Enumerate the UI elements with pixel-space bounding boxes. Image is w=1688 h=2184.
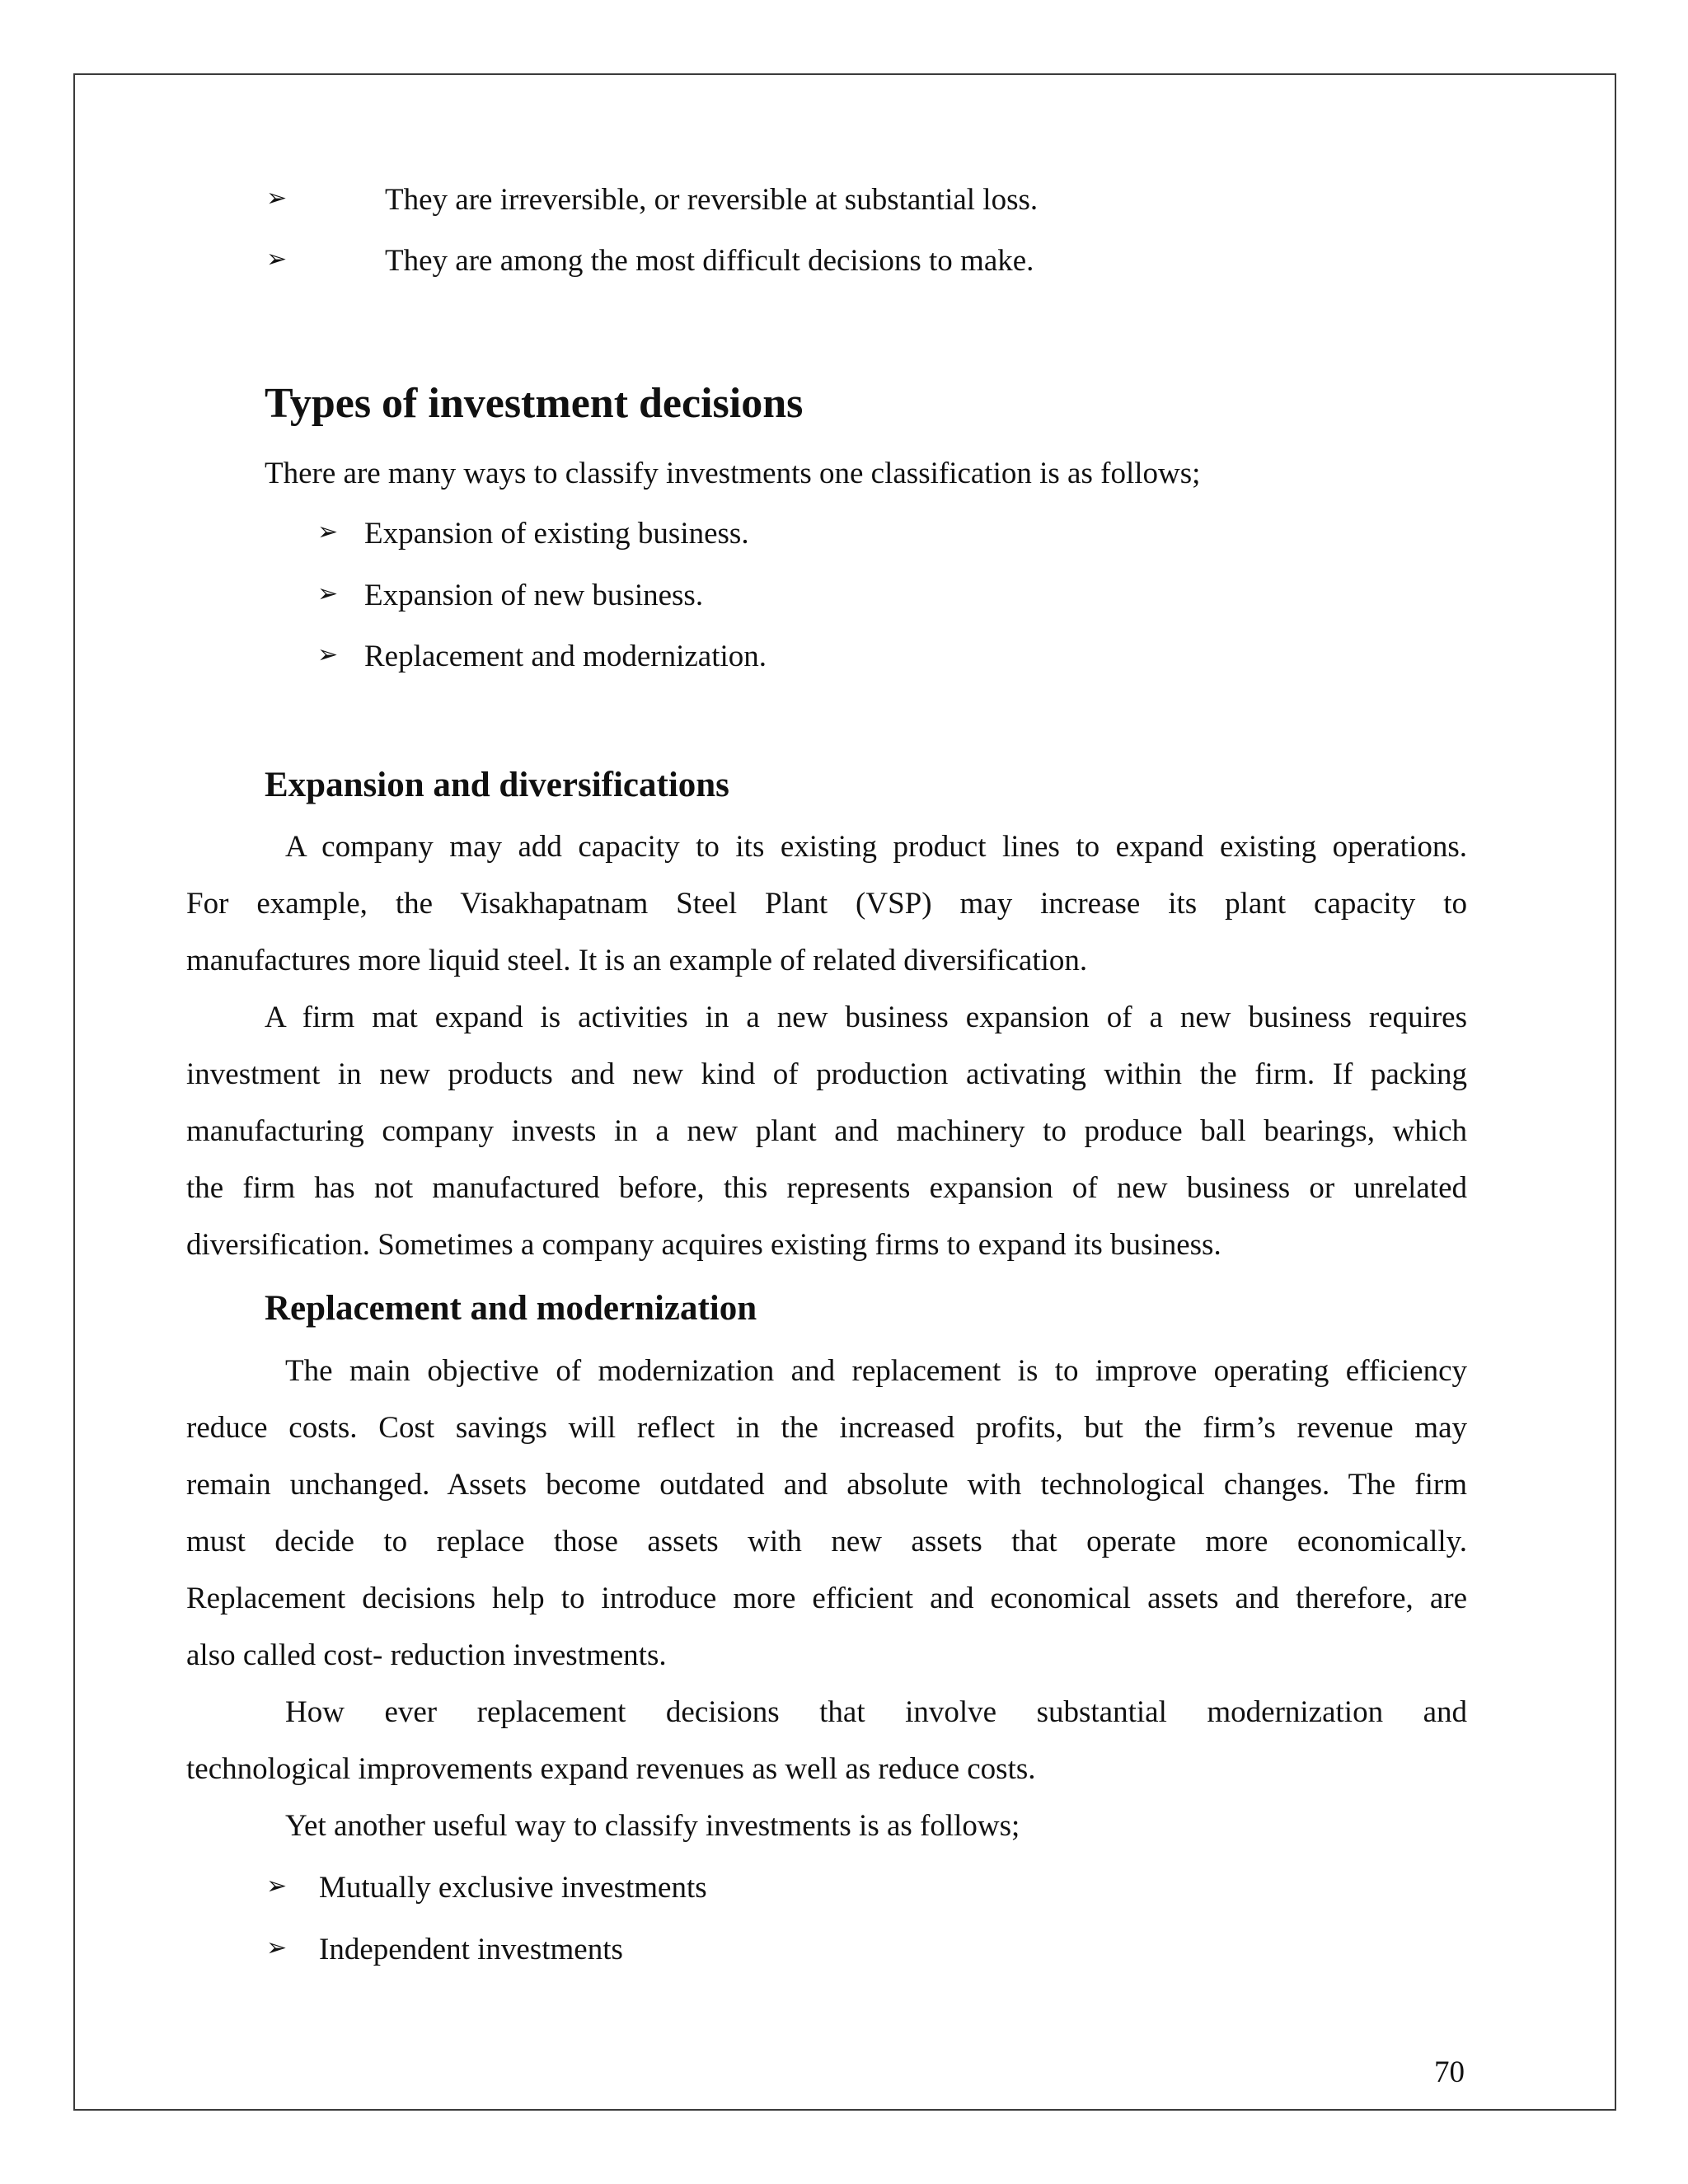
bullet-text: They are irreversible, or reversible at substantial loss. [385, 183, 1039, 217]
paragraph-line: also called cost- reduction investments. [186, 1638, 667, 1672]
paragraph-line: must decide to replace those assets with new assets that operate more economically. [186, 1525, 1467, 1558]
arrow-bullet-icon: ➢ [266, 184, 288, 213]
arrow-bullet-icon: ➢ [317, 640, 339, 669]
paragraph-line: remain unchanged. Assets become outdated and absolute with technological changes. The firm [186, 1468, 1467, 1502]
classify-bullet-text: Independent investments [319, 1933, 623, 1966]
section-heading-replacement: Replacement and modernization [265, 1289, 757, 1328]
paragraph-line: The main objective of modernization and replacement is to improve operating efficiency [285, 1354, 1467, 1388]
paragraph-line: technological improvements expand revenues as well as reduce costs. [186, 1752, 1036, 1786]
paragraph-line: How ever replacement decisions that involve substantial modernization and [285, 1695, 1467, 1729]
paragraph-line: manufacturing company invests in a new plant and machinery to produce ball bearings, which [186, 1114, 1467, 1148]
paragraph-line: Replacement decisions help to introduce more efficient and economical assets and therefore, are [186, 1582, 1467, 1615]
paragraph-line: diversification. Sometimes a company acquires existing firms to expand its business. [186, 1228, 1221, 1262]
types-intro: There are many ways to classify investments one classification is as follows; [265, 457, 1201, 490]
paragraph-line: investment in new products and new kind of production activating within the firm. If packing [186, 1057, 1467, 1091]
page-number: 70 [1434, 2055, 1465, 2089]
arrow-bullet-icon: ➢ [317, 579, 339, 608]
arrow-bullet-icon: ➢ [317, 518, 339, 546]
arrow-bullet-icon: ➢ [266, 245, 288, 274]
paragraph-line: manufactures more liquid steel. It is an example of related diversification. [186, 944, 1088, 977]
paragraph-line: the firm has not manufactured before, this represents expansion of new business or unrelated [186, 1171, 1467, 1205]
paragraph-line: Yet another useful way to classify investments is as follows; [285, 1809, 1020, 1843]
page-border [73, 73, 1616, 2111]
arrow-bullet-icon: ➢ [266, 1872, 288, 1900]
arrow-bullet-icon: ➢ [266, 1933, 288, 1962]
types-bullet-text: Replacement and modernization. [364, 640, 767, 673]
types-bullet-text: Expansion of new business. [364, 579, 704, 612]
paragraph-line: For example, the Visakhapatnam Steel Plant (VSP) may increase its plant capacity to [186, 887, 1467, 921]
section-heading-types: Types of investment decisions [265, 380, 804, 427]
classify-bullet-text: Mutually exclusive investments [319, 1871, 707, 1905]
section-heading-expansion: Expansion and diversifications [265, 766, 729, 804]
paragraph-line: A firm mat expand is activities in a new business expansion of a new business requires [265, 1001, 1467, 1034]
bullet-text: They are among the most difficult decisions to make. [385, 244, 1034, 278]
types-bullet-text: Expansion of existing business. [364, 517, 749, 551]
paragraph-line: A company may add capacity to its existing product lines to expand existing operations. [285, 830, 1467, 864]
paragraph-line: reduce costs. Cost savings will reflect in the increased profits, but the firm’s revenue may [186, 1411, 1467, 1445]
